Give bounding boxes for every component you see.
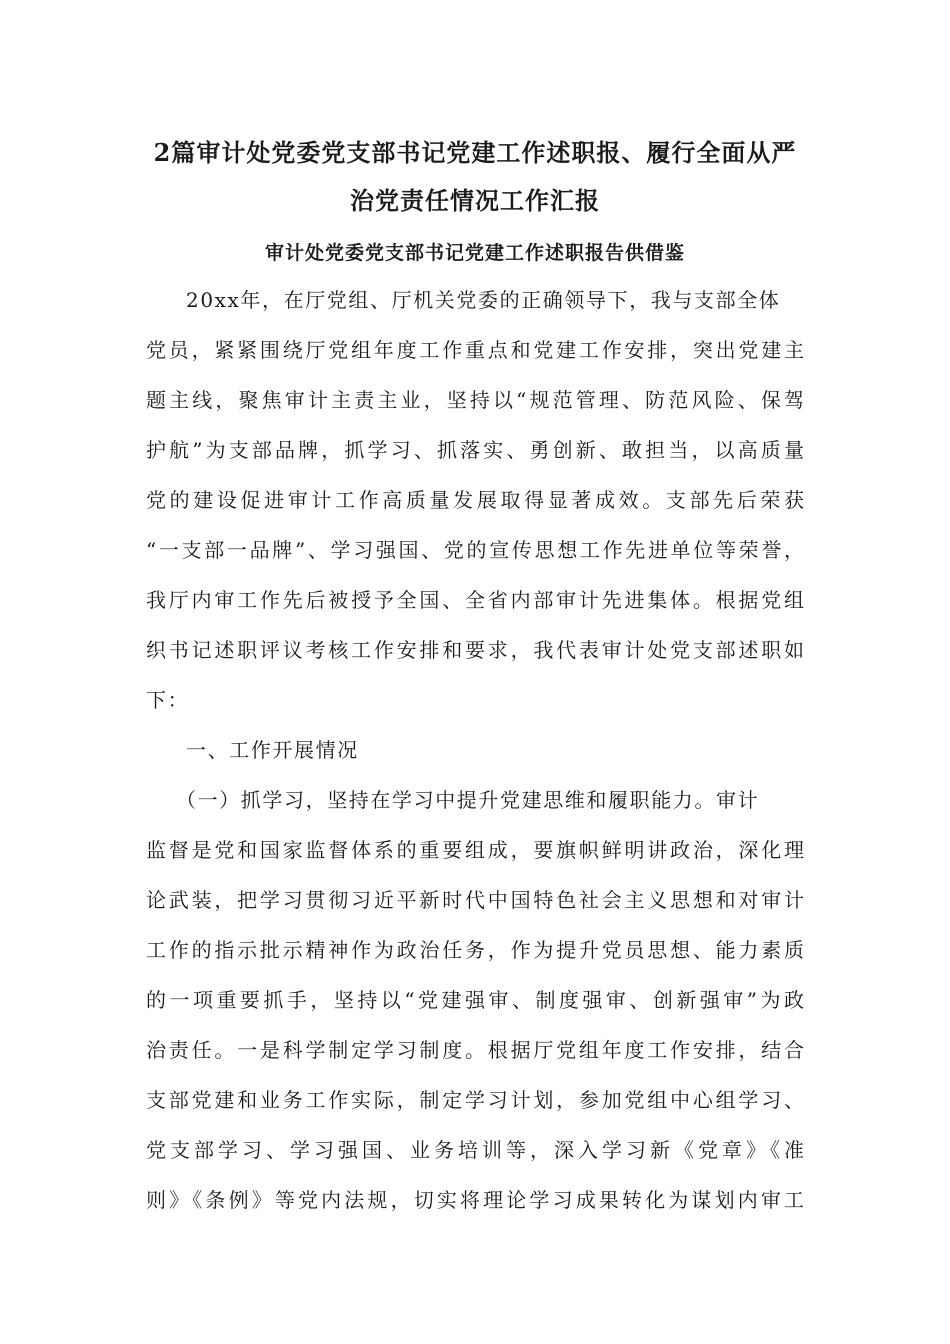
paragraph-line: 的一项重要抓手，坚持以“党建强审、制度强审、创新强审”为政 <box>146 988 804 1012</box>
paragraph-line: 监督是党和国家监督体系的重要组成，要旗帜鲜明讲政治，深化理 <box>146 838 804 862</box>
document-subtitle: 审计处党委党支部书记党建工作述职报告供借鉴 <box>264 242 685 264</box>
paragraph-line: 党员，紧紧围绕厅党组年度工作重点和党建工作安排，突出党建主 <box>146 338 804 362</box>
paragraph-line: 党的建设促进审计工作高质量发展取得显著成效。支部先后荣获 <box>146 488 804 512</box>
document-title-line-2: 治党责任情况工作汇报 <box>350 186 600 215</box>
section-heading: 一、工作开展情况 <box>186 738 359 762</box>
paragraph-line: 20xx年，在厅党组、厅机关党委的正确领导下，我与支部全体 <box>186 288 781 312</box>
paragraph-line: 党支部学习、学习强国、业务培训等，深入学习新《党章》《准 <box>146 1138 804 1162</box>
paragraph-line: 则》《条例》等党内法规，切实将理论学习成果转化为谋划内审工 <box>146 1188 804 1212</box>
paragraph-line: 护航”为支部品牌，抓学习、抓落实、勇创新、敢担当，以高质量 <box>146 438 804 462</box>
paragraph-line: 织书记述职评议考核工作安排和要求，我代表审计处党支部述职如 <box>146 638 804 662</box>
paragraph-line: 治责任。一是科学制定学习制度。根据厅党组年度工作安排，结合 <box>146 1038 804 1062</box>
paragraph-line: 论武装，把学习贯彻习近平新时代中国特色社会主义思想和对审计 <box>146 888 804 912</box>
paragraph-line: 题主线，聚焦审计主责主业，坚持以“规范管理、防范风险、保驾 <box>146 388 804 412</box>
paragraph-line: 我厅内审工作先后被授予全国、全省内部审计先进集体。根据党组 <box>146 588 804 612</box>
document-title-line-1: 2篇审计处党委党支部书记党建工作述职报、履行全面从严 <box>153 138 797 167</box>
paragraph-line: “一支部一品牌”、学习强国、党的宣传思想工作先进单位等荣誉， <box>146 538 804 562</box>
paragraph-line: 下： <box>146 688 190 712</box>
paragraph-line: 工作的指示批示精神作为政治任务，作为提升党员思想、能力素质 <box>146 938 804 962</box>
paragraph-line: （一）抓学习，坚持在学习中提升党建思维和履职能力。审计 <box>176 788 760 812</box>
paragraph-line: 支部党建和业务工作实际，制定学习计划，参加党组中心组学习、 <box>146 1088 804 1112</box>
